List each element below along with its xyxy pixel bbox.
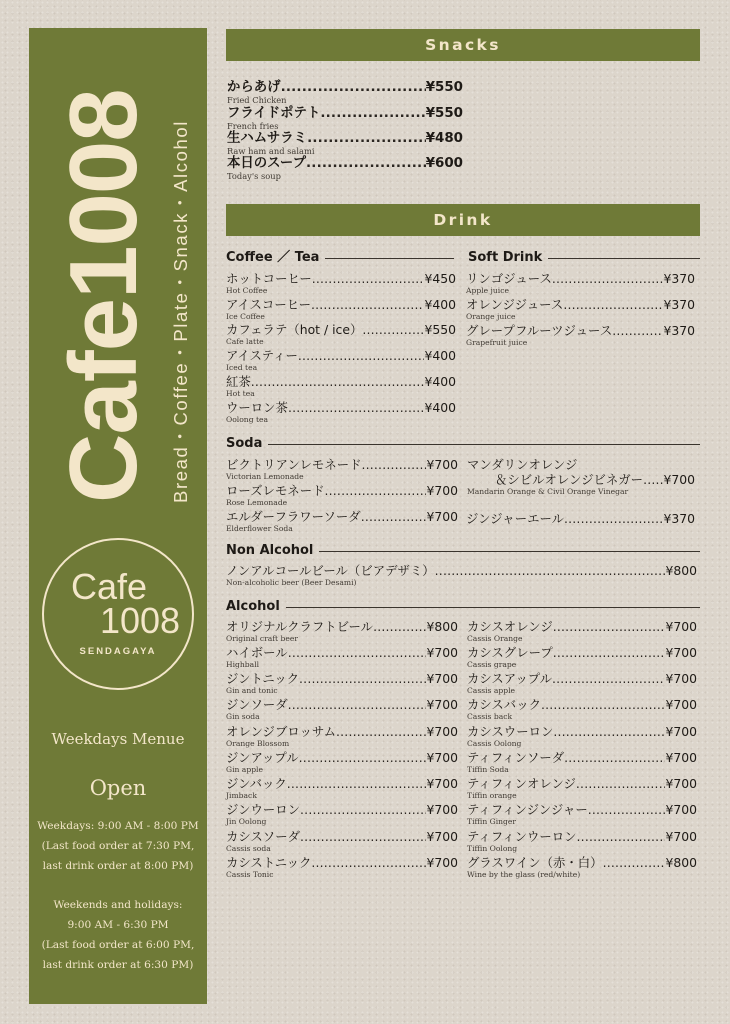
item-name: ティフィンオレンジ	[467, 776, 576, 791]
item-price: ¥700	[426, 457, 458, 472]
leader-dots	[563, 297, 663, 312]
item-price: ¥700	[426, 483, 458, 498]
item-english: Cassis back	[467, 712, 513, 721]
leader-dots	[553, 619, 666, 634]
item-name: ティフィンジンジャー	[467, 802, 588, 817]
item-price: ¥480	[425, 131, 463, 146]
item-name: ローズレモネード	[226, 483, 325, 498]
item-english: Cassis soda	[226, 844, 271, 853]
leader-dots	[588, 802, 666, 817]
item-name: カシストニック	[226, 855, 312, 870]
menu-item	[467, 671, 697, 695]
item-name: グレープフルーツジュース	[466, 323, 613, 338]
menu-item	[466, 271, 695, 295]
item-english: Cassis Orange	[467, 634, 523, 643]
snacks-banner: Snacks	[226, 29, 700, 61]
opening-hours	[29, 816, 207, 975]
item-price: ¥700	[426, 509, 458, 524]
leader-dots	[325, 483, 427, 498]
item-price: ¥550	[424, 322, 456, 337]
leader-dots	[300, 802, 426, 817]
item-price: ¥800	[665, 855, 697, 870]
item-price: ¥700	[426, 750, 458, 765]
leader-dots	[299, 671, 426, 686]
item-name: グラスワイン（赤・白）	[467, 855, 603, 870]
menu-item	[226, 645, 458, 669]
item-name: アイスコーヒー	[226, 297, 311, 312]
item-price: ¥370	[663, 511, 695, 526]
item-name: ビクトリアンレモネード	[226, 457, 362, 472]
menu-item	[467, 645, 697, 669]
category-rule	[286, 607, 700, 608]
item-price: ¥450	[424, 271, 456, 286]
item-english: Ice Coffee	[226, 312, 265, 321]
leader-dots	[251, 374, 425, 389]
leader-dots	[298, 348, 425, 363]
item-english: Gin and tonic	[226, 686, 278, 695]
item-english: Highball	[226, 660, 260, 669]
leader-dots	[361, 509, 427, 524]
item-name: リンゴジュース	[466, 271, 552, 286]
menu-item	[467, 829, 697, 853]
drink-banner: Drink	[226, 204, 700, 236]
item-english: Victorian Lemonade	[226, 472, 304, 481]
item-english: Gin soda	[226, 712, 260, 721]
leader-dots	[287, 776, 427, 791]
item-english: Iced tea	[226, 363, 258, 372]
leader-dots	[311, 297, 424, 312]
leader-dots	[552, 671, 665, 686]
item-price: ¥400	[424, 297, 456, 312]
item-price: ¥700	[426, 671, 458, 686]
leader-dots	[612, 323, 663, 338]
item-name: エルダーフラワーソーダ	[226, 509, 361, 524]
category-soft-drink	[468, 250, 700, 266]
menu-item	[226, 509, 458, 533]
item-english: French fries	[227, 121, 279, 131]
item-name: オレンジジュース	[466, 297, 564, 312]
leader-dots	[541, 697, 665, 712]
leader-dots	[362, 457, 427, 472]
category-rule	[268, 444, 700, 445]
item-name: フライドポテト	[227, 106, 321, 121]
item-name: ジントニック	[226, 671, 300, 686]
item-price: ¥550	[425, 106, 463, 121]
item-price: ¥700	[665, 671, 697, 686]
item-english: Wine by the glass (red/white)	[467, 870, 581, 879]
item-name-line2: ＆シビルオレンジビネガー	[495, 472, 644, 487]
item-english: Non-alcoholic beer (Beer Desami)	[226, 578, 357, 587]
logo-line2: 1008	[99, 600, 181, 641]
logo-line3: SENDAGAYA	[79, 646, 157, 657]
category-rule	[548, 258, 700, 259]
menu-item	[227, 156, 463, 181]
item-name: アイスティー	[226, 348, 298, 363]
category-alcohol	[226, 599, 700, 615]
item-price: ¥700	[426, 724, 458, 739]
item-name: 生ハムサラミ	[227, 131, 308, 146]
item-name: からあげ	[227, 80, 281, 95]
item-english: Cassis Tonic	[226, 870, 274, 879]
item-name: オレンジブロッサム	[226, 724, 337, 739]
item-english: Orange Blossom	[226, 739, 290, 748]
item-price: ¥700	[426, 802, 458, 817]
item-name: カシスウーロン	[467, 724, 554, 739]
menu-item	[226, 271, 456, 295]
item-english: Jimback	[226, 791, 257, 800]
menu-item	[226, 855, 458, 879]
menu-item	[467, 750, 697, 774]
item-english: Cafe latte	[226, 337, 264, 346]
menu-item	[226, 483, 458, 507]
hours-line: Weekends and holidays:	[53, 899, 183, 911]
leader-dots	[320, 106, 425, 122]
category-label: Alcohol	[226, 599, 280, 614]
hours-line: (Last food order at 6:00 PM,	[41, 939, 195, 951]
menu-item	[226, 374, 456, 398]
item-name-line1: マンダリンオレンジ	[467, 457, 578, 472]
item-price: ¥400	[424, 348, 456, 363]
leader-dots	[311, 855, 426, 870]
leader-dots	[336, 724, 426, 739]
item-price: ¥700	[665, 776, 697, 791]
item-english: Rose Lemonade	[226, 498, 288, 507]
item-price: ¥700	[426, 645, 458, 660]
leader-dots	[564, 511, 663, 526]
menu-item	[226, 802, 458, 826]
item-price: ¥700	[665, 802, 697, 817]
item-name: 紅茶	[226, 374, 251, 389]
item-name: ジンバック	[226, 776, 287, 791]
menu-item	[226, 563, 697, 587]
cafe-logo	[42, 538, 194, 690]
item-english: Tiffin Oolong	[467, 844, 518, 853]
menu-item	[467, 457, 695, 496]
item-name: カシスオレンジ	[467, 619, 553, 634]
menu-item	[227, 80, 463, 105]
hours-line: (Last food order at 7:30 PM,	[41, 840, 195, 852]
item-english: Mandarin Orange & Civil Orange Vinegar	[467, 487, 629, 496]
category-soda	[226, 436, 700, 452]
item-english: Tiffin Ginger	[467, 817, 516, 826]
menu-item	[467, 697, 697, 721]
leader-dots	[553, 645, 666, 660]
item-name: カシスアップル	[467, 671, 552, 686]
item-price: ¥550	[425, 80, 463, 95]
leader-dots	[288, 645, 427, 660]
category-label: Soda	[226, 436, 263, 451]
leader-dots	[288, 697, 427, 712]
leader-dots	[307, 131, 426, 147]
menu-item	[467, 619, 697, 643]
menu-item	[227, 106, 463, 131]
item-english: Fried Chicken	[227, 95, 287, 105]
item-name: カシスグレープ	[467, 645, 553, 660]
item-name: ジンウーロン	[226, 802, 301, 817]
menu-item	[226, 697, 458, 721]
item-price: ¥600	[425, 156, 463, 171]
category-label: Non Alcohol	[226, 543, 314, 558]
menu-item	[226, 297, 456, 321]
leader-dots	[564, 750, 665, 765]
item-english: Oolong tea	[226, 415, 269, 424]
item-name: カシスソーダ	[226, 829, 300, 844]
menu-item	[226, 724, 458, 748]
brand-subtitle: Bread・Coffee・Plate・Snack・Alcohol	[170, 120, 191, 503]
menu-item	[226, 348, 456, 372]
item-name: ノンアルコールビール（ビアデザミ）	[226, 563, 435, 578]
leader-dots	[603, 855, 666, 870]
item-name: ティフィンウーロン	[467, 829, 577, 844]
leader-dots	[300, 829, 426, 844]
leader-dots	[281, 80, 426, 96]
menu-item	[226, 750, 458, 774]
menu-item	[226, 776, 458, 800]
item-name: 本日のスープ	[227, 156, 307, 171]
menu-item	[466, 297, 695, 321]
leader-dots	[299, 750, 427, 765]
item-price: ¥700	[665, 619, 697, 634]
menu-item	[467, 776, 697, 800]
leader-dots	[643, 472, 663, 487]
item-english: Grapefruit juice	[466, 338, 528, 347]
leader-dots	[288, 400, 425, 415]
item-english: Cassis grape	[467, 660, 517, 669]
menu-item	[467, 724, 697, 748]
menu-item	[226, 400, 456, 424]
menu-item	[466, 511, 695, 526]
item-price: ¥700	[665, 750, 697, 765]
menu-item	[467, 855, 697, 879]
item-price: ¥370	[663, 297, 695, 312]
leader-dots	[552, 271, 664, 286]
menu-item	[226, 619, 458, 643]
hours-line: Weekdays: 9:00 AM - 8:00 PM	[37, 820, 199, 832]
menu-item	[227, 131, 463, 156]
category-non-alcohol	[226, 543, 700, 559]
item-price: ¥700	[426, 776, 458, 791]
item-price: ¥700	[665, 829, 697, 844]
item-price: ¥700	[665, 724, 697, 739]
item-english: Raw ham and salami	[227, 146, 315, 156]
item-price: ¥800	[426, 619, 458, 634]
brand-title: Cafe1008	[50, 89, 157, 503]
item-price: ¥370	[663, 323, 695, 338]
weekdays-title: Weekdays Menue	[51, 730, 185, 748]
item-english: Jin Oolong	[226, 817, 267, 826]
hours-line: last drink order at 8:00 PM)	[42, 860, 194, 872]
item-name: ホットコーヒー	[226, 271, 312, 286]
category-label: Soft Drink	[468, 250, 543, 265]
item-name: ハイボール	[226, 645, 288, 660]
item-name: オリジナルクラフトビール	[226, 619, 374, 634]
item-english: Gin apple	[226, 765, 263, 774]
item-name: カシスバック	[467, 697, 541, 712]
menu-item	[226, 322, 456, 346]
item-english: Cassis Oolong	[467, 739, 522, 748]
item-english: Cassis apple	[467, 686, 516, 695]
category-coffee-tea	[226, 250, 454, 266]
item-english: Elderflower Soda	[226, 524, 293, 533]
item-english: Hot Coffee	[226, 286, 268, 295]
logo-line1: Cafe	[70, 566, 148, 607]
item-english: Apple juice	[466, 286, 509, 295]
item-name: カフェラテ（hot / ice）	[226, 322, 363, 337]
leader-dots	[577, 829, 666, 844]
item-price: ¥700	[426, 829, 458, 844]
item-english: Today's soup	[227, 171, 281, 181]
item-name: ジンジャーエール	[466, 511, 565, 526]
open-title: Open	[89, 776, 147, 800]
category-label: Coffee ／ Tea	[226, 250, 320, 265]
leader-dots	[362, 322, 424, 337]
menu-item	[226, 829, 458, 853]
item-english: Original craft beer	[226, 634, 298, 643]
leader-dots	[373, 619, 426, 634]
hours-line: 9:00 AM - 6:30 PM	[67, 919, 169, 931]
item-name: ティフィンソーダ	[467, 750, 565, 765]
leader-dots	[306, 156, 426, 172]
leader-dots	[553, 724, 665, 739]
item-price: ¥800	[665, 563, 697, 578]
item-price: ¥700	[426, 697, 458, 712]
item-english: Hot tea	[226, 389, 255, 398]
item-name: ジンアップル	[226, 750, 299, 765]
item-price: ¥400	[424, 400, 456, 415]
leader-dots	[312, 271, 425, 286]
hours-line: last drink order at 6:30 PM)	[42, 959, 194, 971]
item-price: ¥700	[665, 645, 697, 660]
menu-item	[466, 323, 695, 347]
item-english: Orange juice	[466, 312, 516, 321]
leader-dots	[576, 776, 666, 791]
menu-item	[226, 671, 458, 695]
category-rule	[319, 551, 700, 552]
category-rule	[325, 258, 454, 259]
leader-dots	[435, 563, 666, 578]
item-price: ¥700	[426, 855, 458, 870]
item-price: ¥370	[663, 271, 695, 286]
item-english: Tiffin Soda	[467, 765, 509, 774]
menu-item	[467, 802, 697, 826]
item-price: ¥400	[424, 374, 456, 389]
item-price: ¥700	[665, 697, 697, 712]
item-english: Tiffin orange	[467, 791, 517, 800]
menu-item	[226, 457, 458, 481]
item-name: ウーロン茶	[226, 400, 288, 415]
item-name: ジンソーダ	[226, 697, 288, 712]
item-price: ¥700	[663, 472, 695, 487]
hours-gap	[29, 876, 207, 895]
